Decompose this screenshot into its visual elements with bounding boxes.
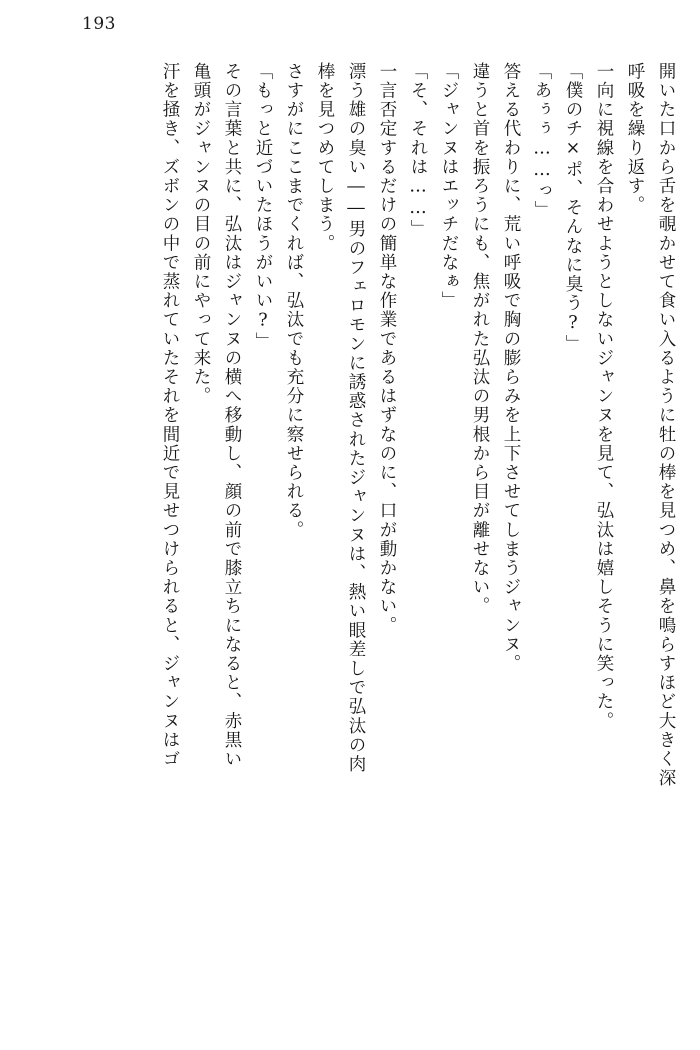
- text-column: 答える代わりに、荒い呼吸で胸の膨らみを上下させてしまうジャンヌ。: [501, 62, 521, 674]
- text-column: 「あぅぅ……っ」: [532, 62, 552, 220]
- text-column: 「僕のチ×ポ、そんなに臭う?」: [563, 62, 583, 354]
- vertical-text-block: [40, 62, 674, 1007]
- text-column: 一言否定するだけの簡単な作業であるはずなのに、口が動かない。: [377, 62, 397, 635]
- text-column: 漂う雄の臭い――男のフェロモンに誘惑されたジャンヌは、熱い眼差しで弘汰の肉: [346, 62, 366, 774]
- text-column: 「ジャンヌはエッチだなぁ」: [439, 62, 459, 311]
- text-column: 「そ、それは……」: [408, 62, 428, 239]
- text-column: その言葉と共に、弘汰はジャンヌの横へ移動し、顔の前で膝立ちになると、赤黒い: [222, 62, 242, 769]
- text-column: さすがにここまでくれば、弘汰でも充分に察せられる。: [284, 62, 304, 540]
- text-column: 「もっと近づいたほうがいい?」: [253, 62, 273, 351]
- text-column: 亀頭がジャンヌの目の前にやって来た。: [191, 62, 211, 406]
- text-column: 違うと首を振ろうにも、焦がれた弘汰の男根から目が離せない。: [470, 62, 490, 616]
- text-column: 棒を見つめてしまう。: [315, 62, 335, 253]
- text-column: 開いた口から舌を覗かせて食い入るように牡の棒を見つめ、鼻を鳴らすほど大きく深: [656, 62, 676, 788]
- page-number: 193: [82, 14, 116, 34]
- text-column: 一向に視線を合わせようとしないジャンヌを見て、弘汰は嬉しそうに笑った。: [594, 62, 614, 731]
- text-column: 汗を掻き、ズボンの中で蒸れていたそれを間近で見せつけられると、ジャンヌはゴ: [160, 62, 180, 769]
- text-column: 呼吸を繰り返す。: [625, 62, 645, 215]
